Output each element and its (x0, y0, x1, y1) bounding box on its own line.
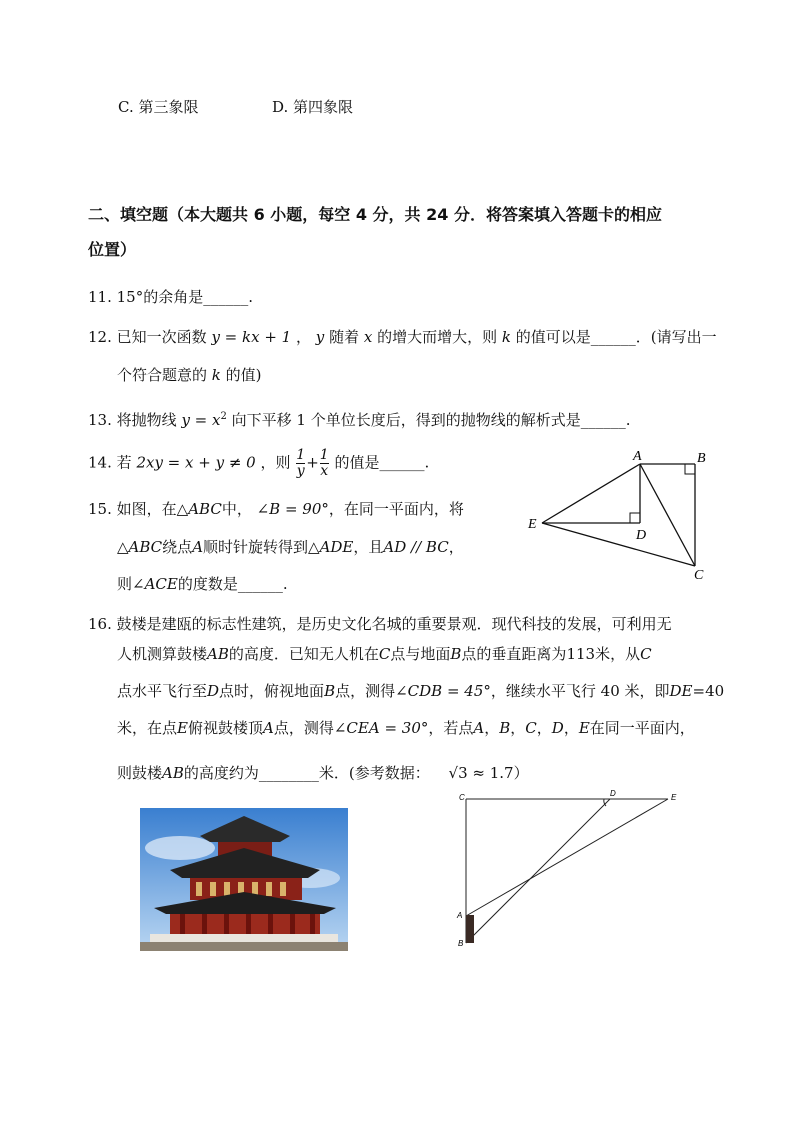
label-c: C (694, 568, 704, 583)
drum-tower-photo (140, 808, 348, 951)
fraction-1-over-y: $\frac{1}{y}$ (296, 447, 306, 479)
segment-ac (640, 464, 695, 566)
question-16-line3: 点水平飞行至D点时，俯视地面B点，测得∠CDB = 45°，继续水平飞行 40 米，即DE=40 (117, 682, 725, 700)
right-angle-b (685, 464, 695, 474)
label-a: A (457, 911, 463, 920)
label-b: B (458, 939, 464, 948)
section-title: 二、填空题（本大题共 6 小题，每空 4 分，共 24 分．将答案填入答题卡的相应 (88, 205, 662, 224)
segment-ea (466, 799, 668, 916)
segment-db (466, 799, 610, 943)
q15-triangle-figure (520, 448, 720, 583)
question-14: 14. 若 2xy = x + y ≠ 0 ，则 $\frac{1}{y}$ + $\frac{1}{x}$ 的值是______. (88, 447, 430, 479)
right-angle-d (630, 513, 640, 523)
question-16-line5: 则鼓楼AB的高度约为________米．(参考数据： √3 ≈ 1.7） (117, 764, 529, 782)
question-16-line2: 人机测算鼓楼AB的高度．已知无人机在C点与地面B点的垂直距离为113米，从C (117, 645, 652, 663)
question-13: 13. 将抛物线 $y = x^2$ 向下平移 1 个单位长度后，得到的抛物线的解析式是______. (88, 411, 631, 429)
q16-drone-figure (452, 786, 692, 948)
question-16-line4: 米，在点E俯视鼓楼顶A点，测得∠CEA = 30°，若点A，B，C，D，E在同一平面内， (117, 719, 695, 737)
question-15-line3: 则∠ACE的度数是______. (117, 575, 288, 593)
choice-c: C. 第三象限 (118, 98, 199, 116)
fraction-1-over-x: $\frac{1}{x}$ (319, 447, 329, 479)
question-12-line2: 个符合题意的 k 的值) (117, 366, 262, 384)
choice-d: D. 第四象限 (272, 98, 354, 116)
segment-ec (542, 523, 695, 566)
question-15: 15. 如图，在△ABC中， ∠B = 90°，在同一平面内，将 (88, 500, 464, 518)
label-d: D (636, 528, 647, 543)
question-12: 12. 已知一次函数 y = kx + 1 ， y 随着 x 的增大而增大，则 k 的值可以是______．(请写出一 (88, 328, 717, 346)
label-a: A (633, 449, 642, 464)
tower-ab-mark (466, 915, 474, 943)
question-11: 11. 15°的余角是______. (88, 288, 253, 306)
label-b: B (697, 451, 706, 466)
label-e: E (671, 793, 677, 802)
segment-ae (542, 464, 640, 523)
section-title-line2: 位置） (88, 240, 137, 259)
question-16: 16. 鼓楼是建瓯的标志性建筑，是历史文化名城的重要景观．现代科技的发展，可利用无 (88, 615, 672, 633)
label-d: D (610, 789, 616, 798)
label-e: E (528, 517, 537, 532)
label-c: C (459, 793, 465, 802)
question-15-line2: △ABC绕点A顺时针旋转得到△ADE，且AD // BC， (117, 538, 464, 556)
